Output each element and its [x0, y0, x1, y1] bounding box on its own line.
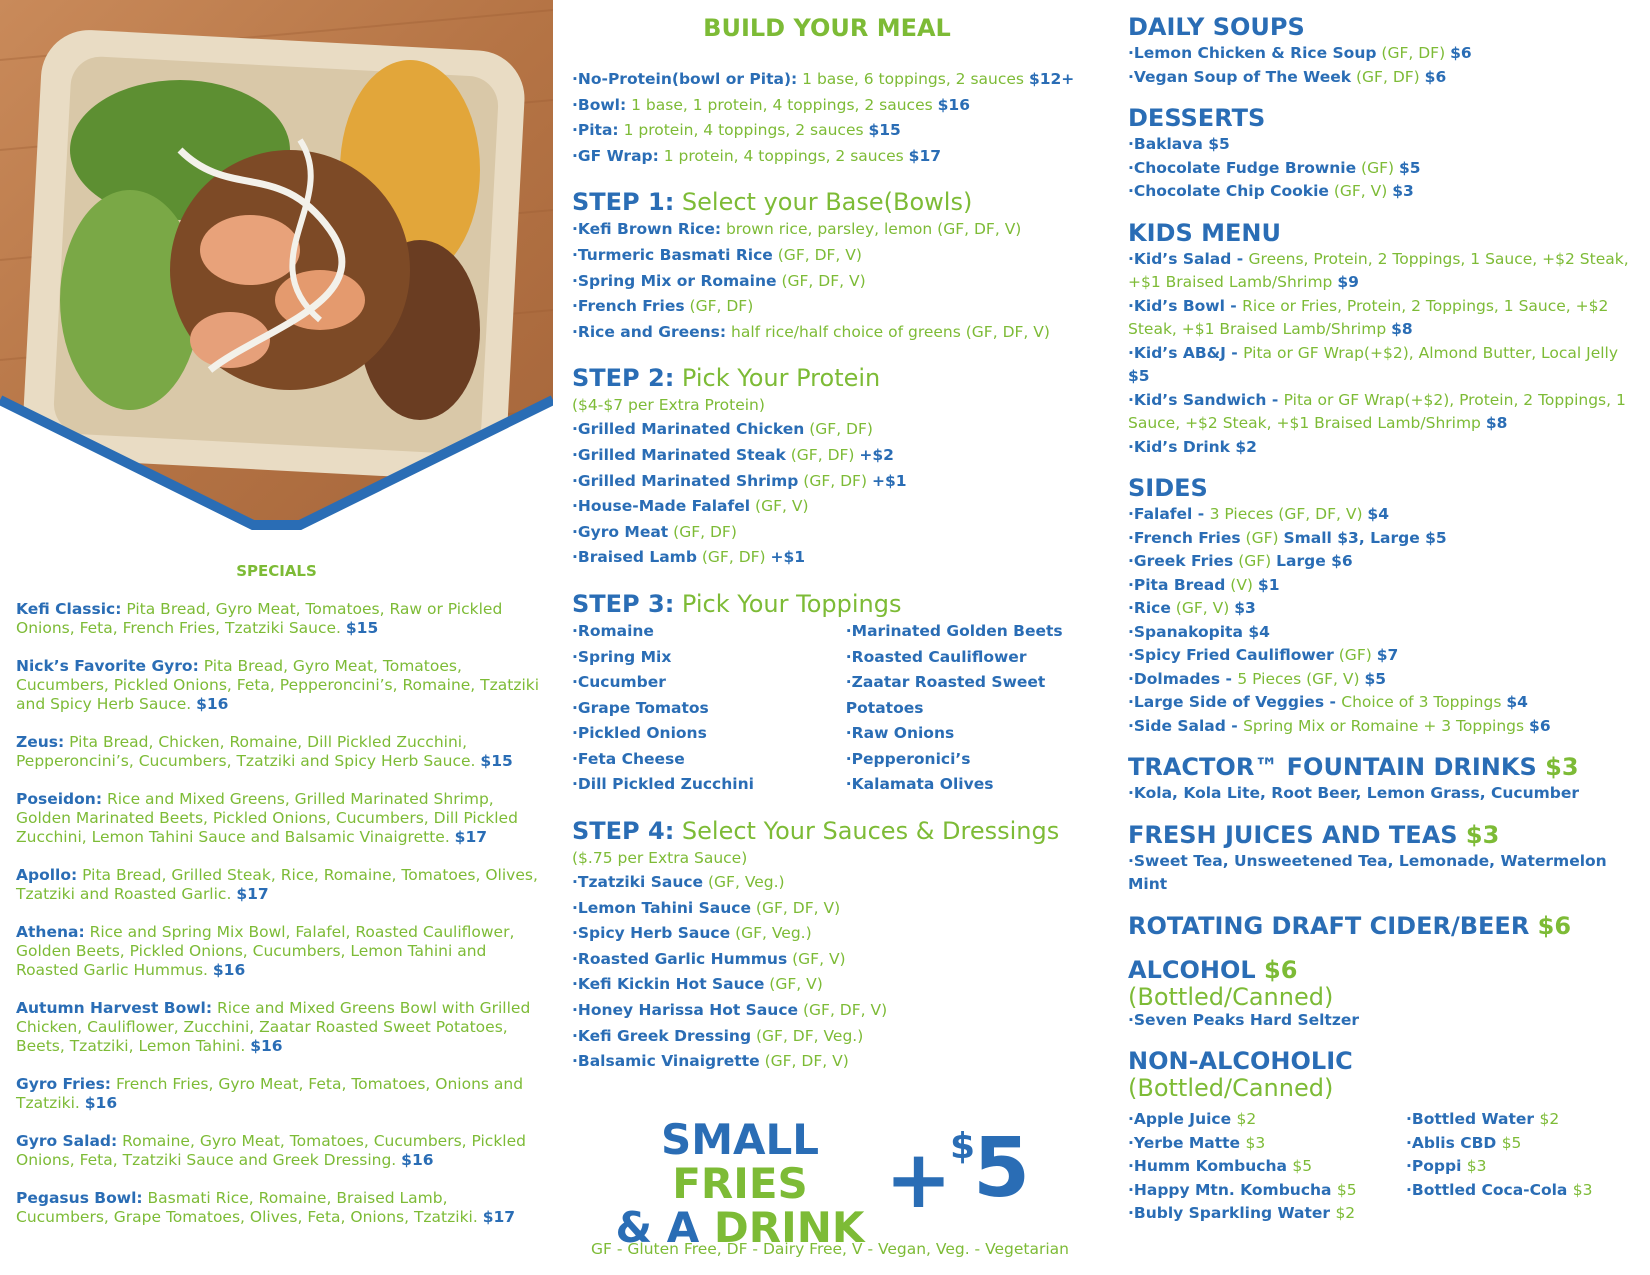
- sauce-item: ·Kefi Kickin Hot Sauce (GF, V): [572, 975, 823, 994]
- promo-banner: SMALL FRIES & A DRINK + $ 5: [615, 1115, 1031, 1252]
- build-meal-column: [572, 14, 1092, 1075]
- menu-item: ·Bubly Sparkling Water $2: [1128, 1204, 1356, 1222]
- base-item: ·Turmeric Basmati Rice (GF, DF, V): [572, 245, 862, 264]
- sauce-item: ·Spicy Herb Sauce (GF, Veg.): [572, 924, 812, 943]
- topping-item: ·Marinated Golden Beets: [845, 621, 1063, 640]
- special-item: Apollo: Pita Bread, Grilled Steak, Rice, Romaine, Tomatoes, Olives, Tzatziki and Roasted Garlic. $17: [16, 866, 538, 903]
- topping-item: ·Pickled Onions: [572, 724, 707, 743]
- protein-item: ·Grilled Marinated Steak (GF, DF) +$2: [572, 445, 894, 464]
- menu-item: ·Kid’s Salad - Greens, Protein, 2 Toppings, 1 Sauce, +$2 Steak, +$1 Braised Lamb/Shrimp $9: [1128, 249, 1629, 291]
- menu-item: ·Spicy Fried Cauliflower (GF) $7: [1128, 646, 1399, 664]
- promo-amount: 5: [973, 1121, 1031, 1216]
- alcohol-list: ·Seven Peaks Hard Seltzer: [1128, 1010, 1360, 1029]
- fountain-list: ·Kola, Kola Lite, Root Beer, Lemon Grass, Cucumber: [1128, 784, 1580, 802]
- desserts-section: [1128, 103, 1643, 204]
- meal-options: [572, 67, 1092, 169]
- protein-item: ·Gyro Meat (GF, DF): [572, 522, 737, 541]
- menu-item: ·Side Salad - Spring Mix or Romaine + 3 Toppings $6: [1128, 716, 1551, 735]
- meal-option: ·No-Protein(bowl or Pita): 1 base, 6 toppings, 2 sauces $12+: [572, 70, 1075, 88]
- protein-item: ·Braised Lamb (GF, DF) +$1: [572, 548, 806, 567]
- step4-note: ($.75 per Extra Sauce): [572, 849, 748, 868]
- menu-item: ·Dolmades - 5 Pieces (GF, V) $5: [1128, 669, 1387, 688]
- special-item: Autumn Harvest Bowl: Rice and Mixed Greens Bowl with Grilled Chicken, Cauliflower, Zucchini, Zaatar Roasted Sweet Potatoes, Beets, Tzatziki, Lemon Tahini. $16: [16, 999, 531, 1055]
- base-item: ·French Fries (GF, DF): [572, 297, 754, 316]
- special-item: Gyro Fries: French Fries, Gyro Meat, Feta, Tomatoes, Onions and Tzatziki. $16: [16, 1075, 524, 1112]
- menu-item: ·Baklava $5: [1128, 135, 1230, 153]
- menu-item: ·Bottled Water $2: [1406, 1110, 1560, 1128]
- menu-item: ·Apple Juice $2: [1128, 1110, 1257, 1128]
- sauce-item: ·Roasted Garlic Hummus (GF, V): [572, 949, 846, 968]
- step1-heading: STEP 1: Select your Base(Bowls): [572, 188, 973, 217]
- kids-section: [1128, 218, 1643, 460]
- topping-item: ·Kalamata Olives: [845, 775, 994, 794]
- cider-title: ROTATING DRAFT CIDER/BEER $6: [1128, 911, 1572, 940]
- special-item: Pegasus Bowl: Basmati Rice, Romaine, Braised Lamb, Cucumbers, Grape Tomatoes, Olives, Feta, Onions, Tzatziki. $17: [16, 1189, 516, 1226]
- topping-item: ·Raw Onions: [845, 724, 955, 743]
- step2-heading: STEP 2: Pick Your Protein: [572, 364, 881, 393]
- protein-item: ·House-Made Falafel (GF, V): [572, 497, 809, 516]
- specials-list: [16, 600, 541, 1246]
- juices-list: ·Sweet Tea, Unsweetened Tea, Lemonade, Watermelon Mint: [1128, 851, 1607, 893]
- menu-right-column: [1128, 12, 1643, 1240]
- menu-item: ·Pita Bread (V) $1: [1128, 575, 1280, 594]
- menu-item: ·French Fries (GF) Small $3, Large $5: [1128, 528, 1447, 547]
- cider-section: [1128, 911, 1643, 941]
- topping-item: ·Roasted Cauliflower: [845, 647, 1027, 666]
- menu-item: ·Greek Fries (GF) Large $6: [1128, 552, 1353, 570]
- menu-item: ·Yerbe Matte $3: [1128, 1133, 1266, 1152]
- special-item: Kefi Classic: Pita Bread, Gyro Meat, Tomatoes, Raw or Pickled Onions, Feta, French Fries, Tzatziki Sauce. $15: [16, 600, 503, 637]
- special-item: Athena: Rice and Spring Mix Bowl, Falafel, Roasted Cauliflower, Golden Beets, Pickled Onions, Cucumbers, Lemon Tahini and Roasted Garlic Hummus. $16: [16, 923, 515, 979]
- food-photo: [0, 0, 553, 540]
- sides-section: [1128, 473, 1643, 738]
- menu-item: ·Chocolate Chip Cookie (GF, V) $3: [1128, 182, 1414, 200]
- diet-legend: GF - Gluten Free, DF - Dairy Free, V - Vegan, Veg. - Vegetarian: [591, 1240, 1069, 1258]
- meal-option: ·Bowl: 1 base, 1 protein, 4 toppings, 2 sauces $16: [572, 95, 970, 114]
- meal-option: ·Pita: 1 protein, 4 toppings, 2 sauces $15: [572, 121, 901, 140]
- juices-section: [1128, 820, 1643, 897]
- step4-heading: STEP 4: Select Your Sauces & Dressings: [572, 817, 1060, 846]
- soups-title: DAILY SOUPS: [1128, 13, 1305, 41]
- topping-item: Potatoes: [845, 698, 924, 717]
- menu-item: ·Falafel - 3 Pieces (GF, DF, V) $4: [1128, 505, 1389, 523]
- sides-title: SIDES: [1128, 474, 1208, 502]
- nonalc-title: NON-ALCOHOLIC: [1128, 1047, 1353, 1075]
- desserts-title: DESSERTS: [1128, 104, 1266, 132]
- topping-item: ·Romaine: [572, 621, 654, 640]
- menu-item: ·Large Side of Veggies - Choice of 3 Toppings $4: [1128, 693, 1528, 711]
- menu-item: ·Vegan Soup of The Week (GF, DF) $6: [1128, 67, 1447, 86]
- fountain-title: TRACTOR™ FOUNTAIN DRINKS $3: [1128, 753, 1579, 781]
- protein-item: ·Grilled Marinated Shrimp (GF, DF) +$1: [572, 471, 907, 490]
- menu-item: ·Lemon Chicken & Rice Soup (GF, DF) $6: [1128, 44, 1472, 62]
- menu-item: ·Rice (GF, V) $3: [1128, 599, 1256, 617]
- menu-item: ·Humm Kombucha $5: [1128, 1157, 1313, 1175]
- special-item: Gyro Salad: Romaine, Gyro Meat, Tomatoes, Cucumbers, Pickled Onions, Feta, Tzatziki Sauce and Greek Dressing. $16: [16, 1132, 526, 1169]
- juices-title: FRESH JUICES AND TEAS $3: [1128, 820, 1500, 849]
- special-item: Poseidon: Rice and Mixed Greens, Grilled Marinated Shrimp, Golden Marinated Beets, Pickled Onions, Cucumbers, Dill Pickled Zucchini, Lemon Tahini Sauce and Balsamic Vinaigrette. $17: [16, 790, 518, 846]
- step3-heading: STEP 3: Pick Your Toppings: [572, 589, 902, 618]
- nonalc-subtitle: (Bottled/Canned): [1128, 1074, 1334, 1102]
- topping-item: ·Zaatar Roasted Sweet: [845, 673, 1046, 692]
- base-item: ·Spring Mix or Romaine (GF, DF, V): [572, 271, 866, 290]
- promo-plus: +: [885, 1133, 953, 1226]
- meal-option: ·GF Wrap: 1 protein, 4 toppings, 2 sauces $17: [572, 146, 942, 165]
- special-item: Zeus: Pita Bread, Chicken, Romaine, Dill Pickled Zucchini, Pepperoncini’s, Cucumbers, Tzatziki and Spicy Herb Sauce. $15: [16, 733, 513, 770]
- menu-item: ·Spanakopita $4: [1128, 622, 1270, 641]
- nonalc-section: [1128, 1046, 1643, 1226]
- menu-item: ·Bottled Coca-Cola $3: [1406, 1180, 1593, 1199]
- base-item: ·Kefi Brown Rice: brown rice, parsley, lemon (GF, DF, V): [572, 220, 1022, 239]
- build-meal-title: BUILD YOUR MEAL: [703, 14, 951, 42]
- topping-item: ·Grape Tomatos: [572, 698, 709, 717]
- menu-item: ·Happy Mtn. Kombucha $5: [1128, 1180, 1357, 1199]
- protein-item: ·Grilled Marinated Chicken (GF, DF): [572, 420, 873, 439]
- menu-item: ·Kid’s AB&J - Pita or GF Wrap(+$2), Almond Butter, Local Jelly $5: [1128, 343, 1619, 385]
- menu-item: ·Kid’s Sandwich - Pita or GF Wrap(+$2), Protein, 2 Toppings, 1 Sauce, +$2 Steak, +$1 Braised Lamb/Shrimp $8: [1128, 390, 1626, 432]
- soups-section: [1128, 12, 1643, 89]
- fountain-section: [1128, 752, 1643, 806]
- sauce-item: ·Lemon Tahini Sauce (GF, DF, V): [572, 898, 841, 917]
- alcohol-section: [1128, 955, 1643, 1033]
- promo-dollar: $: [950, 1126, 976, 1167]
- step2-note: ($4-$7 per Extra Protein): [572, 396, 765, 415]
- alcohol-title: ALCOHOL $6: [1128, 955, 1298, 984]
- sauce-item: ·Balsamic Vinaigrette (GF, DF, V): [572, 1052, 849, 1071]
- alcohol-subtitle: (Bottled/Canned): [1128, 982, 1334, 1011]
- sauce-item: ·Tzatziki Sauce (GF, Veg.): [572, 873, 785, 892]
- base-item: ·Rice and Greens: half rice/half choice of greens (GF, DF, V): [572, 322, 1050, 341]
- topping-item: ·Spring Mix: [572, 647, 672, 666]
- kids-title: KIDS MENU: [1128, 218, 1281, 247]
- specials-title: SPECIALS: [236, 562, 317, 580]
- sauce-item: ·Kefi Greek Dressing (GF, DF, Veg.): [572, 1026, 864, 1045]
- menu-item: ·Chocolate Fudge Brownie (GF) $5: [1128, 158, 1421, 177]
- topping-item: ·Pepperonici’s: [845, 749, 971, 768]
- sauce-item: ·Honey Harissa Hot Sauce (GF, DF, V): [572, 1001, 888, 1020]
- menu-item: ·Kid’s Bowl - Rice or Fries, Protein, 2 Toppings, 1 Sauce, +$2 Steak, +$1 Braised Lamb/Shrimp $8: [1128, 296, 1609, 338]
- topping-item: ·Feta Cheese: [572, 749, 685, 768]
- topping-item: ·Cucumber: [572, 673, 666, 692]
- menu-item: ·Poppi $3: [1406, 1157, 1487, 1175]
- menu-item: ·Kid’s Drink $2: [1128, 437, 1257, 456]
- menu-item: ·Ablis CBD $5: [1406, 1133, 1522, 1152]
- toppings-grid: [572, 619, 1092, 798]
- topping-item: ·Dill Pickled Zucchini: [572, 775, 754, 794]
- special-item: Nick’s Favorite Gyro: Pita Bread, Gyro Meat, Tomatoes, Cucumbers, Pickled Onions, Feta, Pepperoncini’s, Romaine, Tzatziki and Spicy Herb Sauce. $16: [16, 657, 540, 713]
